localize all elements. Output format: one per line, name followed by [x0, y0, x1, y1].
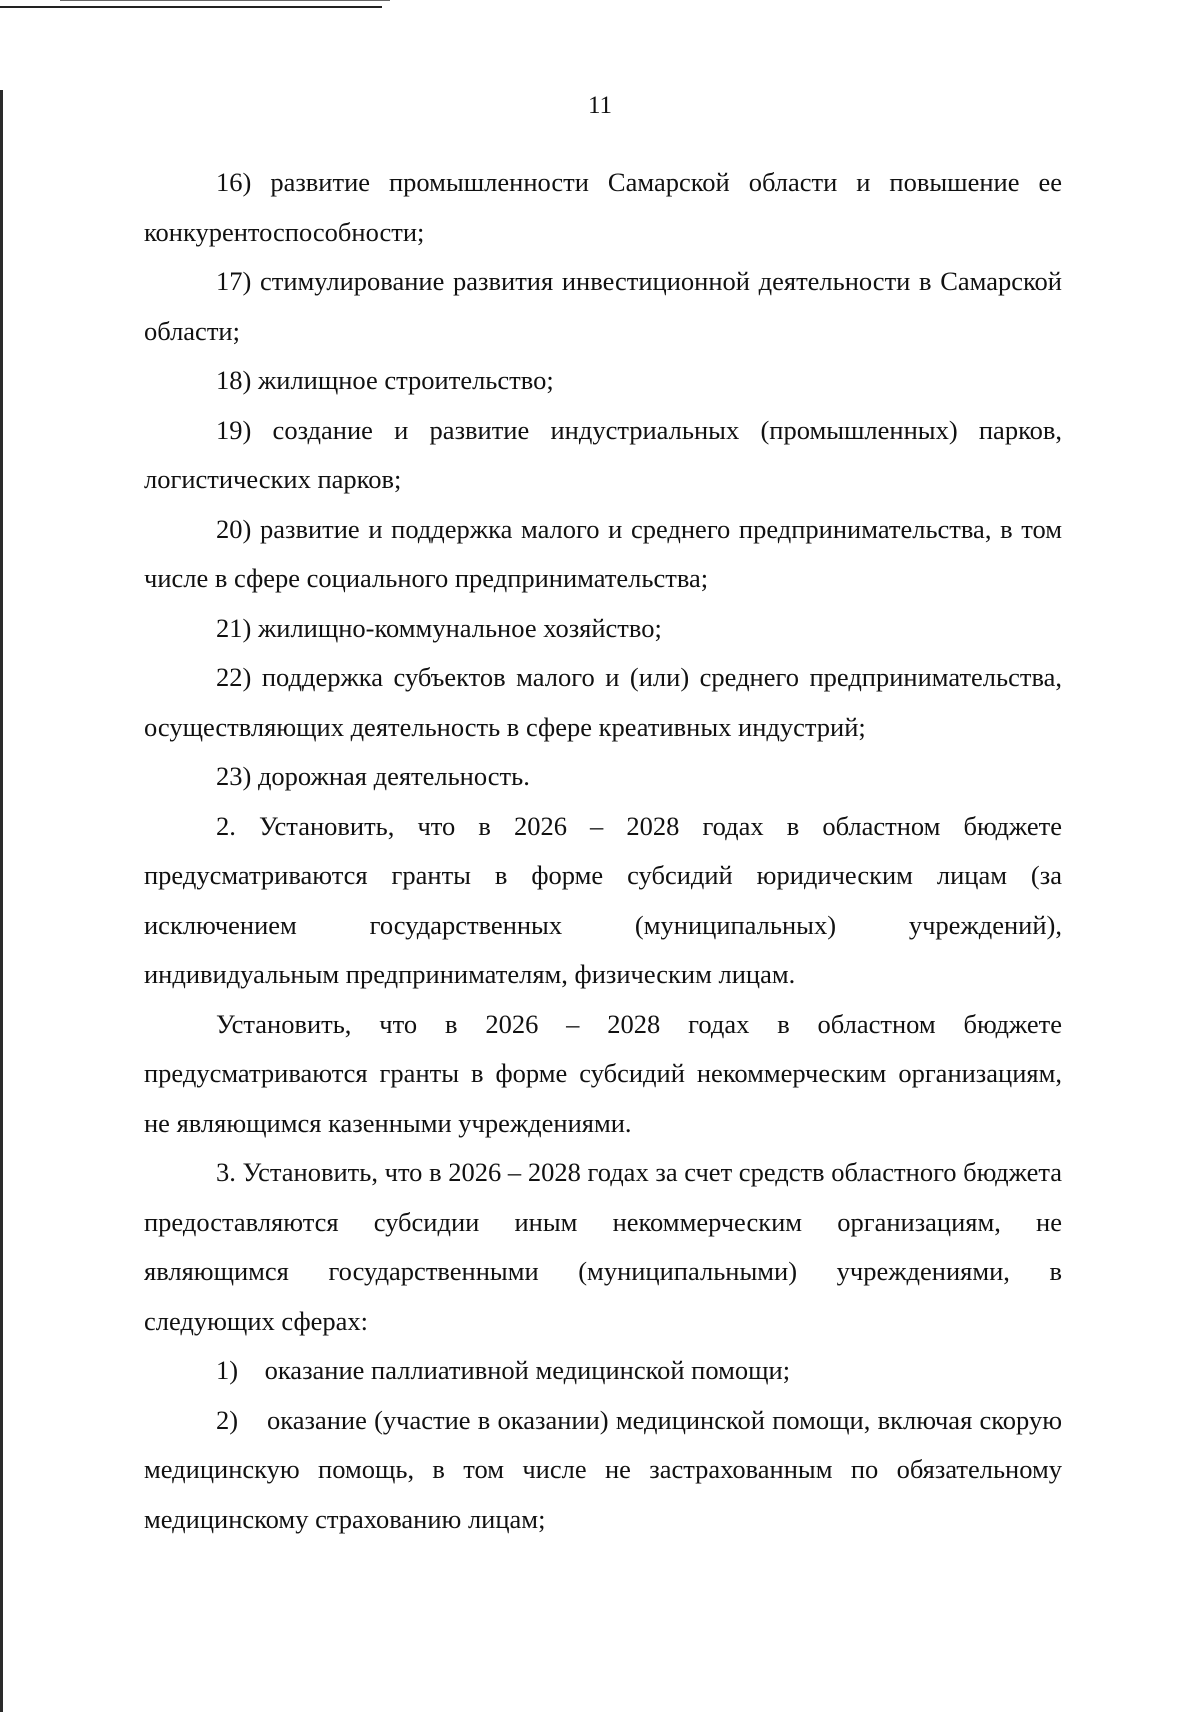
document-body [144, 158, 1062, 1544]
list-item-19: 19) создание и развитие индустриальных (промышленных) парков, логистических парков; [144, 414, 1062, 494]
subitem-2-text: оказание (участие в оказании) медицинской помощи, включая скорую медицинскую помощь, в том числе не застрахованным по обязательному медицинскому страхованию лицам; [144, 1404, 1062, 1534]
subitem-1-text: оказание паллиативной медицинской помощи; [264, 1355, 791, 1385]
paragraph-3: 3. Установить, что в 2026 – 2028 годах за счет средств областного бюджета предоставляются субсидии иным некоммерческим организациям, не являющимся государственными (муниципальными) учреждениями, в следующих сферах: [144, 1157, 1062, 1336]
paragraph-2-continued: Установить, что в 2026 – 2028 годах в областном бюджете предусматриваются гранты в форме субсидий некоммерческим организациям, не являющимся казенными учреждениями. [144, 1008, 1062, 1138]
list-item-17: 17) стимулирование развития инвестиционной деятельности в Самарской области; [144, 266, 1062, 346]
list-item-21: 21) жилищно-коммунальное хозяйство; [216, 612, 662, 643]
paragraph-2: 2. Установить, что в 2026 – 2028 годах в областном бюджете предусматриваются гранты в форме субсидий юридическим лицам (за исключением государственных (муниципальных) учреждений), индивидуальным предпринимателям, физическим лицам. [144, 810, 1062, 989]
page-number: 11 [587, 92, 613, 119]
list-item-18: 18) жилищное строительство; [216, 365, 554, 395]
subitem-2-number: 2) [216, 1404, 239, 1435]
scan-top-rule [0, 6, 382, 8]
list-item-16: 16) развитие промышленности Самарской области и повышение ее конкурентоспособности; [144, 167, 1062, 247]
scan-top-rule-faint [60, 0, 390, 1]
subitem-1 [144, 1346, 1062, 1396]
list-item-22: 22) поддержка субъектов малого и (или) среднего предпринимательства, осуществляющих деятельность в сфере креативных индустрий; [144, 662, 1062, 742]
subitem-2 [144, 1396, 1062, 1545]
list-item-20: 20) развитие и поддержка малого и среднего предпринимательства, в том числе в сфере социального предпринимательства; [144, 513, 1062, 593]
subitem-1-number: 1) [216, 1355, 239, 1385]
list-item-23: 23) дорожная деятельность. [216, 761, 530, 791]
scan-left-edge [0, 90, 3, 1712]
